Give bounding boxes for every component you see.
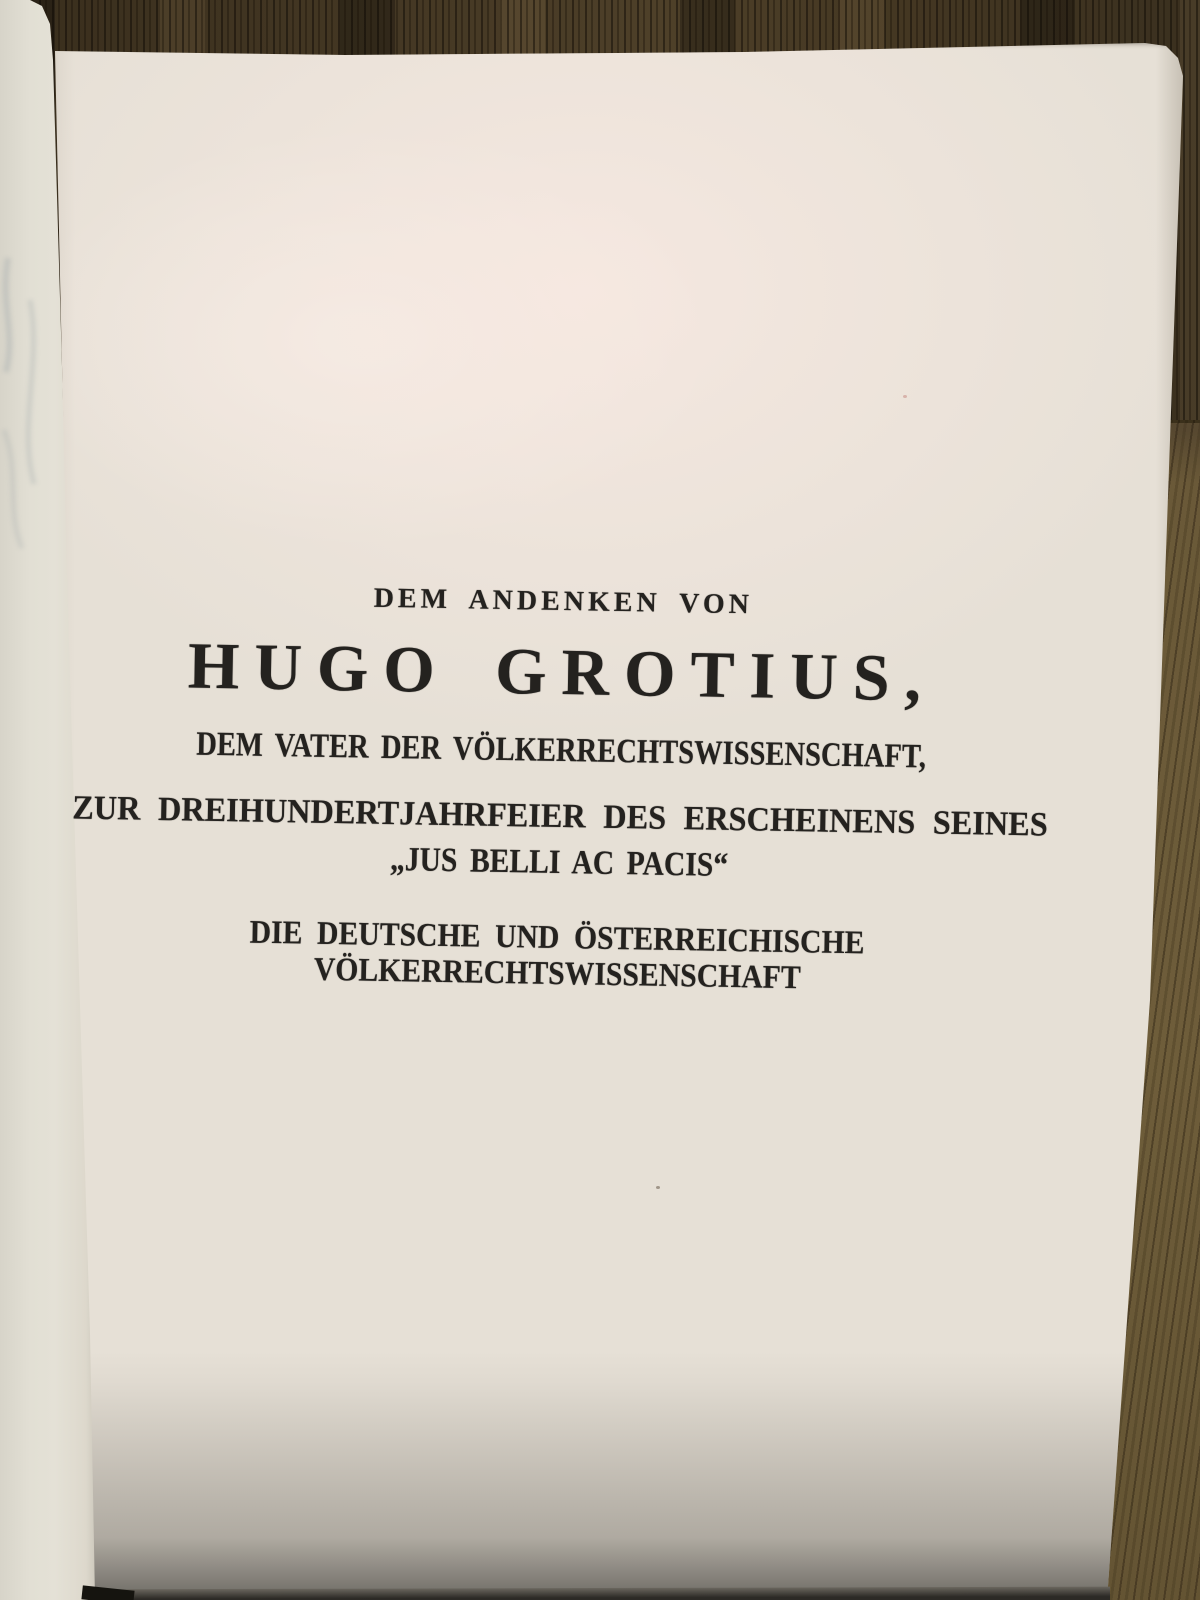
dedication-memorial-line <box>3 578 1123 626</box>
dedication-memorial-text: DEM ANDENKEN VON <box>373 582 754 621</box>
dedicator-line-2-text: VÖLKERRECHTSWISSENSCHAFT <box>313 951 801 997</box>
dedication-anniversary-text: ZUR DREIHUNDERTJAHRFEIER DES ERSCHEINENS SEINES <box>71 789 1048 844</box>
dedication-work-title-text: „JUS BELLI AC PACIS“ <box>389 841 729 884</box>
paper-speck <box>903 395 907 398</box>
paper-speck <box>656 1186 660 1189</box>
dedicator-line-1-text: DIE DEUTSCHE UND ÖSTERREICHISCHE <box>249 914 866 962</box>
dedication-work-title <box>0 836 1119 890</box>
dedication-name-hugo-grotius <box>2 630 1123 716</box>
dedication-name-text: HUGO GROTIUS, <box>187 629 937 716</box>
dedication-anniversary-line <box>0 790 1120 844</box>
dedication-father-line <box>0 724 1120 778</box>
dedication-father-text: DEM VATER DER VÖLKERRECHTSWISSENSCHAFT, <box>195 725 926 776</box>
